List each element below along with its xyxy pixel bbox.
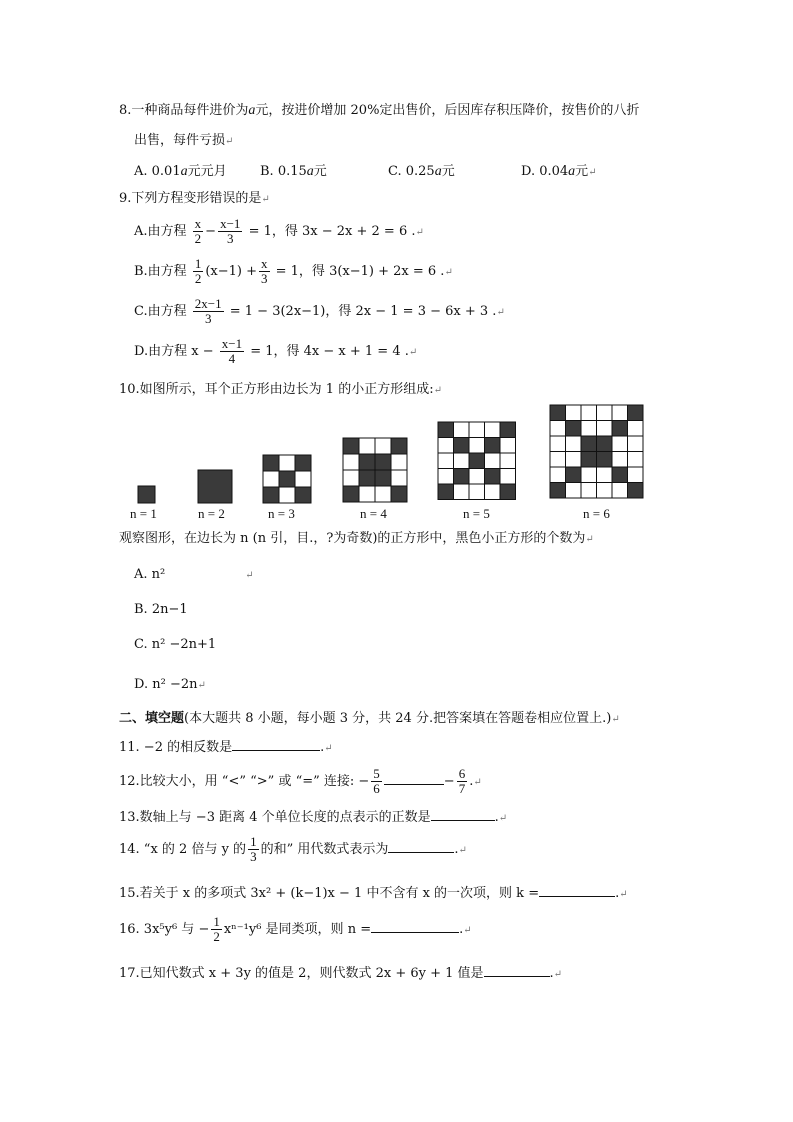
grid-cell (469, 422, 485, 438)
section-2-heading (119, 710, 620, 729)
opt-rhs: = 1，得 3(x−1) + 2x = 6 . (275, 264, 445, 279)
return-mark-icon: ↵ (619, 889, 628, 900)
grid-cell (612, 436, 628, 452)
grid-cell (566, 483, 582, 499)
numerator: 6 (458, 766, 466, 781)
fraction (248, 835, 259, 864)
grid-cell (500, 422, 516, 438)
opt-var: a (568, 164, 576, 179)
numerator: x−1 (220, 216, 241, 231)
label-n4: n = 4 (360, 506, 387, 521)
grid-cell (628, 405, 644, 421)
q10-observe-text: 观察图形，在边长为 n (n 引，目.，?为奇数)的正方形中，黑色小正方形的个数为 (119, 531, 586, 546)
figure-n6 (550, 405, 643, 498)
grid-cell (597, 421, 613, 437)
denominator: 3 (250, 849, 257, 864)
grid-cell (359, 454, 375, 470)
figure-n2 (198, 470, 232, 503)
q15 (119, 884, 628, 904)
return-mark-icon: ↵ (261, 194, 270, 205)
q-post: . (459, 922, 464, 937)
minus: − (205, 224, 217, 239)
denominator: 2 (194, 231, 202, 246)
grid-cell (566, 452, 582, 468)
q13 (119, 808, 507, 828)
q-text: 17.已知代数式 x + 3y 的值是 2，则代数式 2x + 6y + 1 值是 (119, 966, 484, 981)
fraction (457, 767, 468, 796)
answer-blank[interactable] (232, 738, 320, 751)
grid-cell (612, 452, 628, 468)
grid-cell (566, 467, 582, 483)
grid-cell (454, 469, 470, 485)
denominator: 3 (261, 271, 268, 286)
denominator: 4 (228, 351, 236, 366)
figure-n1 (138, 486, 155, 503)
grid-cell (438, 438, 454, 454)
grid-cell (628, 452, 644, 468)
opt-mid: (x−1) + (205, 264, 257, 279)
q8-line1 (119, 102, 639, 120)
grid-cell (581, 452, 597, 468)
grid-cell (343, 470, 359, 486)
q-text: 14. “x 的 2 倍与 y 的 (119, 842, 247, 857)
answer-blank[interactable] (431, 808, 495, 821)
q11 (119, 738, 333, 758)
grid-cell (375, 486, 391, 502)
q8-line2-text: 出售，每件亏损 (134, 133, 226, 148)
numerator: 2x−1 (194, 296, 222, 311)
fraction (259, 257, 270, 286)
grid-cell (612, 483, 628, 499)
return-mark-icon: ↵ (473, 777, 482, 788)
return-mark-icon: ↵ (463, 925, 472, 936)
fraction (218, 217, 242, 246)
grid-cell (581, 405, 597, 421)
return-mark-icon: ↵ (433, 385, 442, 396)
grid-cell (454, 422, 470, 438)
label-n6: n = 6 (583, 506, 610, 521)
grid-cell (581, 467, 597, 483)
grid-cell (469, 453, 485, 469)
opt-pre: C.由方程 (134, 304, 187, 319)
label-n2: n = 2 (198, 506, 225, 521)
return-mark-icon: ↵ (458, 845, 467, 856)
fraction (193, 217, 204, 246)
grid-cell (550, 436, 566, 452)
grid-cell (454, 438, 470, 454)
grid-cell (454, 453, 470, 469)
grid-cell (279, 487, 295, 503)
numerator: 1 (250, 834, 257, 849)
grid-cell (485, 484, 501, 500)
opt-pre: D.由方程 x − (134, 344, 214, 359)
denominator: 2 (213, 929, 220, 944)
q-post: . (549, 966, 554, 981)
grid-cell (597, 467, 613, 483)
q10-option-d (134, 676, 206, 695)
fraction (193, 297, 224, 326)
grid-cell (597, 483, 613, 499)
grid-cell (550, 452, 566, 468)
square-pattern-figures (135, 400, 655, 505)
q-text: 15.若关于 x 的多项式 3x² + (k−1)x − 1 中不含有 x 的一次项，则 k = (119, 886, 540, 901)
grid-cell (263, 487, 279, 503)
answer-blank[interactable] (384, 772, 444, 785)
grid-cell (597, 436, 613, 452)
q9-option-b (134, 256, 453, 289)
answer-blank[interactable] (539, 884, 615, 897)
opt-rhs: = 1，得 3x − 2x + 2 = 6 . (248, 224, 416, 239)
grid-cell (343, 486, 359, 502)
opt-post: 元 (313, 164, 327, 179)
grid-cell (581, 436, 597, 452)
q-post: . (469, 774, 474, 789)
grid-cell (295, 471, 311, 487)
q10-option-c (134, 636, 216, 654)
q-post: . (494, 810, 499, 825)
grid-cell (391, 454, 407, 470)
grid-cell (295, 487, 311, 503)
numerator: x−1 (221, 336, 243, 351)
return-mark-icon: ↵ (588, 167, 597, 178)
q-mid: xⁿ⁻¹y⁶ 是同类项，则 n = (223, 922, 372, 937)
grid-cell (612, 467, 628, 483)
answer-blank[interactable] (484, 964, 550, 977)
q8-text-b: 元，按进价增加 20%定出售价，后因库存积压降价，按售价的八折 (255, 103, 640, 118)
opt-post: 元 (575, 164, 589, 179)
numerator: x (261, 256, 268, 271)
grid-cell (628, 436, 644, 452)
grid-cell (438, 484, 454, 500)
return-mark-icon: ↵ (444, 267, 453, 278)
label-n3: n = 3 (268, 506, 295, 521)
q9-option-d (134, 336, 417, 369)
q10-stem (119, 381, 442, 400)
opt-text: D. n² −2n (134, 677, 198, 692)
grid-cell (279, 455, 295, 471)
grid-cell (550, 405, 566, 421)
grid-cell (485, 469, 501, 485)
q9-option-c (134, 296, 505, 329)
grid-cell (375, 454, 391, 470)
opt-pre: A. 0.01 (134, 164, 181, 179)
return-mark-icon: ↵ (324, 743, 333, 754)
q8-var: a (248, 103, 256, 118)
opt-pre: D. 0.04 (521, 164, 569, 179)
fraction (211, 915, 222, 944)
q-text: 16. 3x⁵y⁶ 与 − (119, 922, 210, 937)
denominator: 3 (204, 311, 212, 326)
denominator: 2 (194, 271, 202, 286)
grid-cell (469, 469, 485, 485)
q10-observe (119, 530, 594, 549)
opt-pre: B. 0.15 (260, 164, 307, 179)
numerator: 1 (213, 914, 220, 929)
grid-cell (343, 438, 359, 454)
q10-option-a (134, 566, 254, 585)
numerator: 1 (194, 256, 202, 271)
numerator: x (194, 216, 202, 231)
grid-cell (612, 421, 628, 437)
grid-cell (628, 421, 644, 437)
opt-rhs: = 1 − 3(2x−1)，得 2x − 1 = 3 − 6x + 3 . (229, 304, 497, 319)
return-mark-icon: ↵ (553, 969, 563, 980)
denominator: 6 (373, 781, 380, 796)
grid-cell (550, 483, 566, 499)
fraction (220, 337, 244, 366)
grid-cell (295, 455, 311, 471)
grid-cell (279, 471, 295, 487)
return-mark-icon: ↵ (498, 813, 508, 824)
grid-cell (469, 438, 485, 454)
return-mark-icon: ↵ (197, 680, 206, 691)
q-post: . (454, 842, 459, 857)
grid-cell (343, 454, 359, 470)
q-text: 11. −2 的相反数是 (119, 740, 233, 755)
grid-cell (391, 470, 407, 486)
grid-cell (375, 470, 391, 486)
grid-cell (550, 467, 566, 483)
opt-var: a (180, 164, 188, 179)
grid-cell (485, 422, 501, 438)
return-mark-icon: ↵ (408, 347, 418, 358)
opt-var: a (306, 164, 314, 179)
q12 (119, 766, 482, 799)
label-n5: n = 5 (463, 506, 490, 521)
opt-post: 元元月 (187, 164, 227, 179)
q10-option-b (134, 601, 188, 619)
answer-blank[interactable] (388, 840, 454, 853)
answer-blank[interactable] (371, 920, 459, 933)
grid-cell (500, 438, 516, 454)
grid-cell (597, 452, 613, 468)
return-mark-icon: ↵ (225, 136, 234, 147)
grid-cell (566, 436, 582, 452)
q-post: . (320, 740, 325, 755)
grid-cell (375, 438, 391, 454)
denominator: 7 (458, 781, 466, 796)
q16 (119, 914, 472, 947)
return-mark-icon: ↵ (611, 714, 620, 725)
grid-cell (391, 438, 407, 454)
return-mark-icon: ↵ (245, 570, 254, 581)
return-mark-icon: ↵ (496, 307, 505, 318)
q9-option-a (134, 216, 424, 249)
label-n1: n = 1 (130, 506, 157, 521)
grid-cell (612, 405, 628, 421)
q8-line2 (134, 132, 233, 151)
grid-cell (597, 405, 613, 421)
fraction (371, 767, 382, 796)
opt-text: C. n² −2n+1 (134, 637, 217, 652)
opt-post: 元 (441, 164, 455, 179)
q-mid: − (443, 774, 455, 789)
q9-stem (119, 190, 270, 209)
grid-cell (581, 421, 597, 437)
q8-option-d (521, 160, 597, 180)
return-mark-icon: ↵ (415, 227, 424, 238)
q8-text-a: 8.一种商品每件进价为 (119, 103, 249, 118)
q8-option-c (388, 160, 455, 180)
grid-cell (438, 469, 454, 485)
numerator: 5 (373, 766, 380, 781)
grid-cell (469, 484, 485, 500)
grid-cell (359, 486, 375, 502)
section-title: 二、填空题 (119, 711, 185, 726)
grid-cell (359, 470, 375, 486)
grid-cell (485, 438, 501, 454)
grid-cell (263, 455, 279, 471)
opt-rhs: = 1，得 4x − x + 1 = 4 . (250, 344, 409, 359)
grid-cell (359, 438, 375, 454)
grid-cell (550, 421, 566, 437)
grid-cell (581, 483, 597, 499)
opt-text: B. 2n−1 (134, 602, 188, 617)
grid-cell (566, 405, 582, 421)
q-text: 13.数轴上与 −3 距离 4 个单位长度的点表示的正数是 (119, 810, 431, 825)
opt-pre: B.由方程 (134, 264, 187, 279)
grid-cell (628, 483, 644, 499)
grid-cell (438, 422, 454, 438)
opt-text: A. n² (134, 567, 166, 582)
q-text: 12.比较大小，用 “<” “>” 或 “=” 连接: − (119, 774, 370, 789)
grid-cell (438, 453, 454, 469)
q9-stem-text: 9.下列方程变形错误的是 (119, 191, 262, 206)
return-mark-icon: ↵ (585, 534, 594, 545)
grid-cell (391, 486, 407, 502)
q8-option-b (260, 160, 327, 180)
grid-cell (263, 471, 279, 487)
q17 (119, 964, 562, 984)
figure-n4 (343, 438, 407, 502)
grid-cell (566, 421, 582, 437)
q-post: . (615, 886, 620, 901)
opt-var: a (434, 164, 442, 179)
fraction (193, 257, 204, 286)
grid-cell (500, 453, 516, 469)
denominator: 3 (227, 231, 234, 246)
q-mid: 的和” 用代数式表示为 (260, 842, 389, 857)
grid-cell (628, 467, 644, 483)
figure-n5 (438, 422, 516, 500)
grid-cell (500, 469, 516, 485)
grid-cell (454, 484, 470, 500)
q10-stem-text: 10.如图所示，耳个正方形由边长为 1 的小正方形组成: (119, 382, 434, 397)
figure-n3 (263, 455, 311, 503)
grid-cell (500, 484, 516, 500)
opt-pre: C. 0.25 (388, 164, 435, 179)
q14 (119, 834, 467, 867)
section-note: (本大题共 8 小题，每小题 3 分，共 24 分.把答案填在答题卷相应位置上.) (184, 711, 612, 726)
opt-pre: A.由方程 (134, 224, 187, 239)
q8-option-a (134, 160, 227, 180)
grid-cell (485, 453, 501, 469)
